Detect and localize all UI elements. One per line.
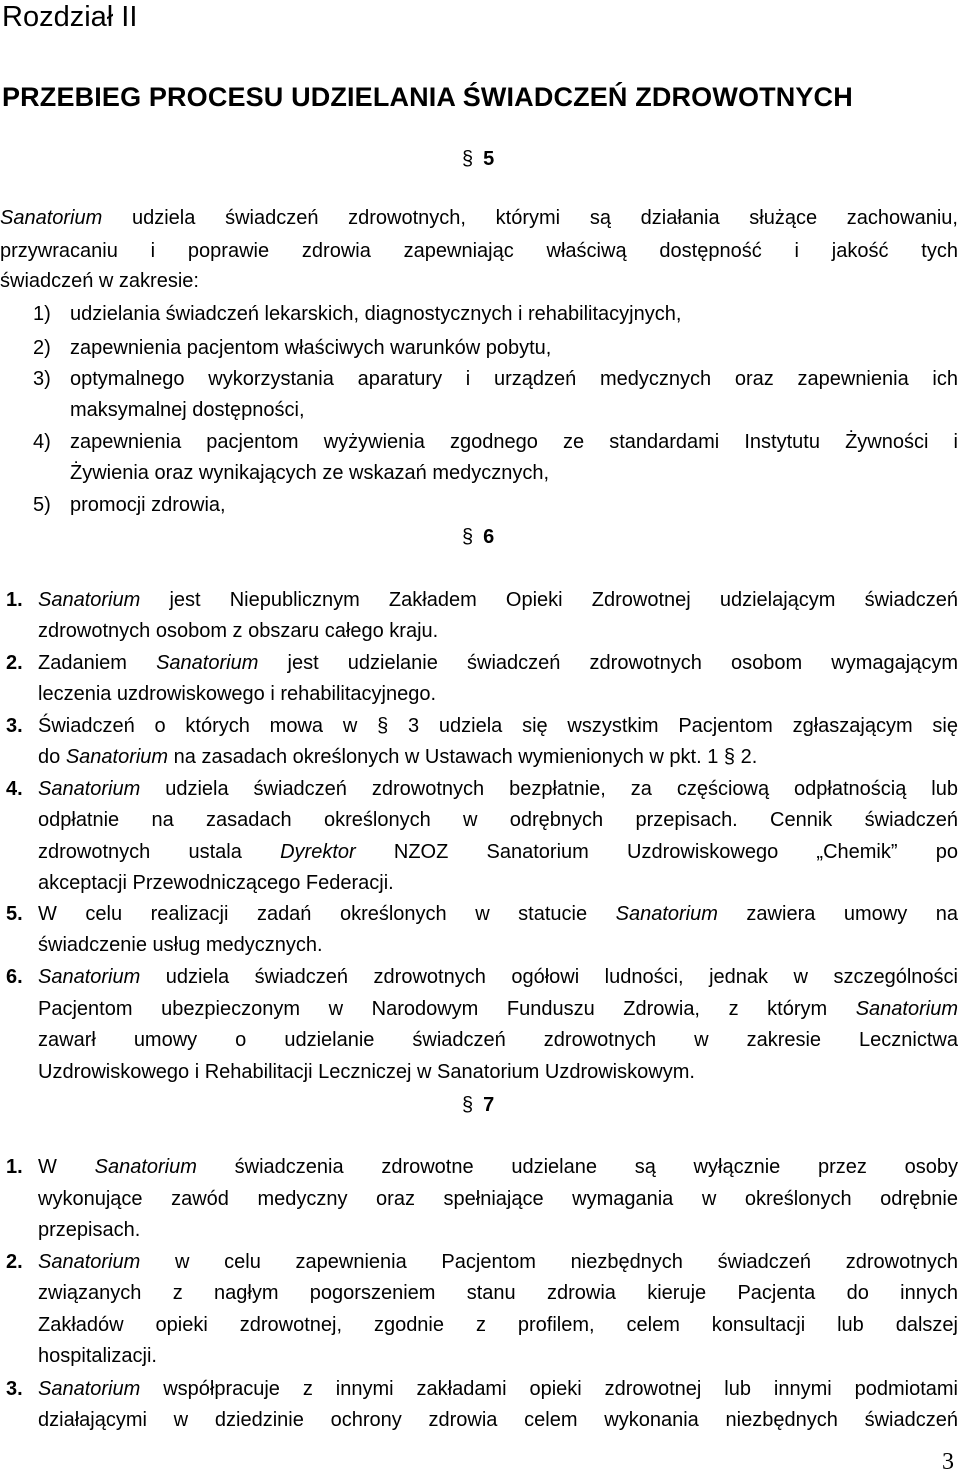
- section-7-heading: [462, 1092, 494, 1118]
- paragraph-line: Sanatorium w celu zapewnienia Pacjentom niezbędnych świadczeń zdrowotnych: [38, 1251, 958, 1273]
- paragraph-line: hospitalizacji.: [38, 1345, 157, 1367]
- paragraph-line: Zakładów opieki zdrowotnej, zgodnie z profilem, celem konsultacji lub dalszej: [38, 1314, 958, 1336]
- list-number: 2): [33, 337, 51, 359]
- list-number: 5): [33, 494, 51, 516]
- paragraph-line: odpłatnie na zasadach określonych w odrębnych przepisach. Cennik świadczeń: [38, 809, 958, 831]
- paragraph-line: W Sanatorium świadczenia zdrowotne udzielane są wyłącznie przez osoby: [38, 1156, 959, 1178]
- list-item: udzielania świadczeń lekarskich, diagnostycznych i rehabilitacyjnych,: [70, 303, 682, 325]
- page-title: PRZEBIEG PROCESU UDZIELANIA ŚWIADCZEŃ ZDROWOTNYCH: [2, 82, 853, 112]
- paragraph-line: zdrowotnych osobom z obszaru całego kraju.: [38, 620, 439, 642]
- paragraph-number: 3.: [6, 715, 23, 737]
- list-number: 3): [33, 368, 51, 390]
- paragraph-line: związanych z nagłym pogorszeniem stanu zdrowia kieruje Pacjenta do innych: [38, 1282, 958, 1304]
- list-item-continuation: Żywienia oraz wynikających ze wskazań medycznych,: [70, 462, 550, 484]
- section-6-heading: [462, 524, 494, 550]
- list-item: optymalnego wykorzystania aparatury i urządzeń medycznych oraz zapewnienia ich: [70, 368, 958, 390]
- paragraph-number: 2.: [6, 652, 23, 674]
- list-number: 4): [33, 431, 51, 453]
- paragraph-number: 2.: [6, 1251, 23, 1273]
- section-number: 5: [483, 148, 495, 170]
- paragraph-line: Sanatorium współpracuje z innymi zakładami opieki zdrowotnej lub innymi podmiotami: [38, 1378, 958, 1400]
- paragraph-line: Sanatorium udziela świadczeń zdrowotnych ogółowi ludności, jednak w szczególności: [38, 966, 958, 988]
- paragraph-line: Sanatorium udziela świadczeń zdrowotnych, którymi są działania służące zachowaniu,: [0, 207, 958, 229]
- list-number: 1): [33, 303, 51, 325]
- paragraph-line: W celu realizacji zadań określonych w statucie Sanatorium zawiera umowy na: [38, 903, 958, 925]
- paragraph-line: do Sanatorium na zasadach określonych w Ustawach wymienionych w pkt. 1 § 2.: [38, 746, 758, 768]
- paragraph-line: Uzdrowiskowego i Rehabilitacji Leczniczej w Sanatorium Uzdrowiskowym.: [38, 1061, 695, 1083]
- section-symbol: §: [462, 526, 474, 548]
- paragraph-line: przywracaniu i poprawie zdrowia zapewniając właściwą dostępność i jakość tych: [0, 240, 958, 262]
- paragraph-line: Sanatorium jest Niepublicznym Zakładem Opieki Zdrowotnej udzielającym świadczeń: [38, 589, 958, 611]
- paragraph-line: zdrowotnych ustala Dyrektor NZOZ Sanatorium Uzdrowiskowego „Chemik” po: [38, 841, 958, 863]
- section-symbol: §: [462, 148, 474, 170]
- paragraph-line: świadczeń w zakresie:: [0, 270, 199, 292]
- list-item: zapewnienia pacjentom wyżywienia zgodnego ze standardami Instytutu Żywności i: [70, 431, 958, 453]
- paragraph-line: Sanatorium udziela świadczeń zdrowotnych bezpłatnie, za częściową odpłatnością lub: [38, 778, 958, 800]
- paragraph-number: 4.: [6, 778, 23, 800]
- paragraph-number: 5.: [6, 903, 23, 925]
- paragraph-line: Zadaniem Sanatorium jest udzielanie świadczeń zdrowotnych osobom wymagającym: [38, 652, 958, 674]
- paragraph-line: działającymi w dziedzinie ochrony zdrowia celem wykonania niezbędnych świadczeń: [38, 1409, 958, 1431]
- paragraph-line: Pacjentom ubezpieczonym w Narodowym Funduszu Zdrowia, z którym Sanatorium: [38, 998, 958, 1020]
- section-5-heading: [462, 146, 494, 172]
- page-number: 3: [942, 1449, 954, 1475]
- section-number: 6: [483, 526, 495, 548]
- paragraph-line: leczenia uzdrowiskowego i rehabilitacyjnego.: [38, 683, 436, 705]
- paragraph-line: przepisach.: [38, 1219, 141, 1241]
- paragraph-number: 3.: [6, 1378, 23, 1400]
- list-item: promocji zdrowia,: [70, 494, 226, 516]
- chapter-heading: Rozdział II: [2, 1, 138, 33]
- paragraph-line: świadczenie usług medycznych.: [38, 934, 323, 956]
- paragraph-line: zawarł umowy o udzielanie świadczeń zdrowotnych w zakresie Lecznictwa: [38, 1029, 958, 1051]
- paragraph-number: 1.: [6, 589, 23, 611]
- section-symbol: §: [462, 1094, 474, 1116]
- list-item-continuation: maksymalnej dostępności,: [70, 399, 305, 421]
- paragraph-number: 1.: [6, 1156, 23, 1178]
- paragraph-number: 6.: [6, 966, 23, 988]
- section-number: 7: [483, 1094, 495, 1116]
- paragraph-line: Świadczeń o których mowa w § 3 udziela się wszystkim Pacjentom zgłaszającym się: [38, 715, 958, 737]
- paragraph-line: wykonujące zawód medyczny oraz spełniające wymagania w określonych odrębnie: [38, 1188, 958, 1210]
- list-item: zapewnienia pacjentom właściwych warunków pobytu,: [70, 337, 552, 359]
- paragraph-line: akceptacji Przewodniczącego Federacji.: [38, 872, 394, 894]
